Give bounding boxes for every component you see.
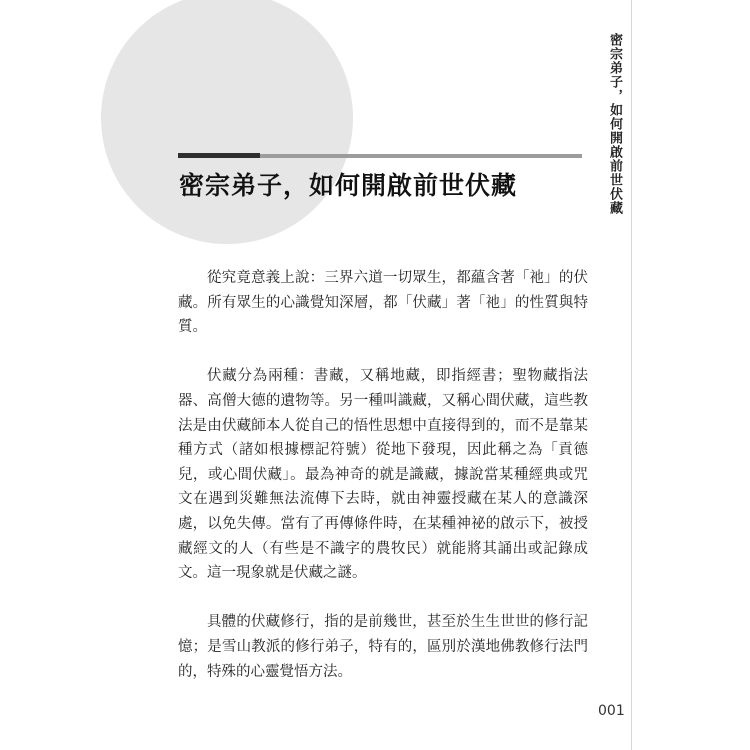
chapter-title: 密宗弟子，如何開啟前世伏藏 (179, 171, 518, 200)
paragraph: 伏藏分為兩種：書藏，又稱地藏，即指經書；聖物藏指法器、高僧大德的遺物等。另一種叫識藏，又稱心間伏藏，這些教法是由伏藏師本人從自己的悟性思想中直接得到的，而不是靠某種方式（諸如根據標記符號）從地下發現，因此稱之為「貢德兒，或心間伏藏」。最為神奇的就是識藏，據說當某種經典或咒文在遇到災難無法流傳下去時，就由神靈授藏在某人的意識深處，以免失傳。當有了再傳條件時，在某種神祕的啟示下，被授藏經文的人（有些是不識字的農牧民）就能將其誦出或記錄成文。這一現象就是伏藏之謎。 (178, 368, 588, 582)
title-rule-accent (178, 153, 260, 158)
running-header: 密宗弟子，如何開啟前世伏藏 (607, 33, 622, 215)
paragraph: 從究竟意義上說：三界六道一切眾生，都蘊含著「祂」的伏藏。所有眾生的心識覺知深層，都「伏藏」著「祂」的性質與特質。 (178, 270, 588, 336)
page-number: 001 (598, 703, 625, 719)
margin-divider (631, 0, 632, 750)
body-text (178, 266, 588, 684)
paragraph: 具體的伏藏修行，指的是前幾世，甚至於生生世世的修行記憶；是雪山教派的修行弟子，特有的，區別於漢地佛教修行法門的，特殊的心靈覺悟方法。 (178, 614, 588, 680)
decorative-circle (101, 0, 353, 244)
